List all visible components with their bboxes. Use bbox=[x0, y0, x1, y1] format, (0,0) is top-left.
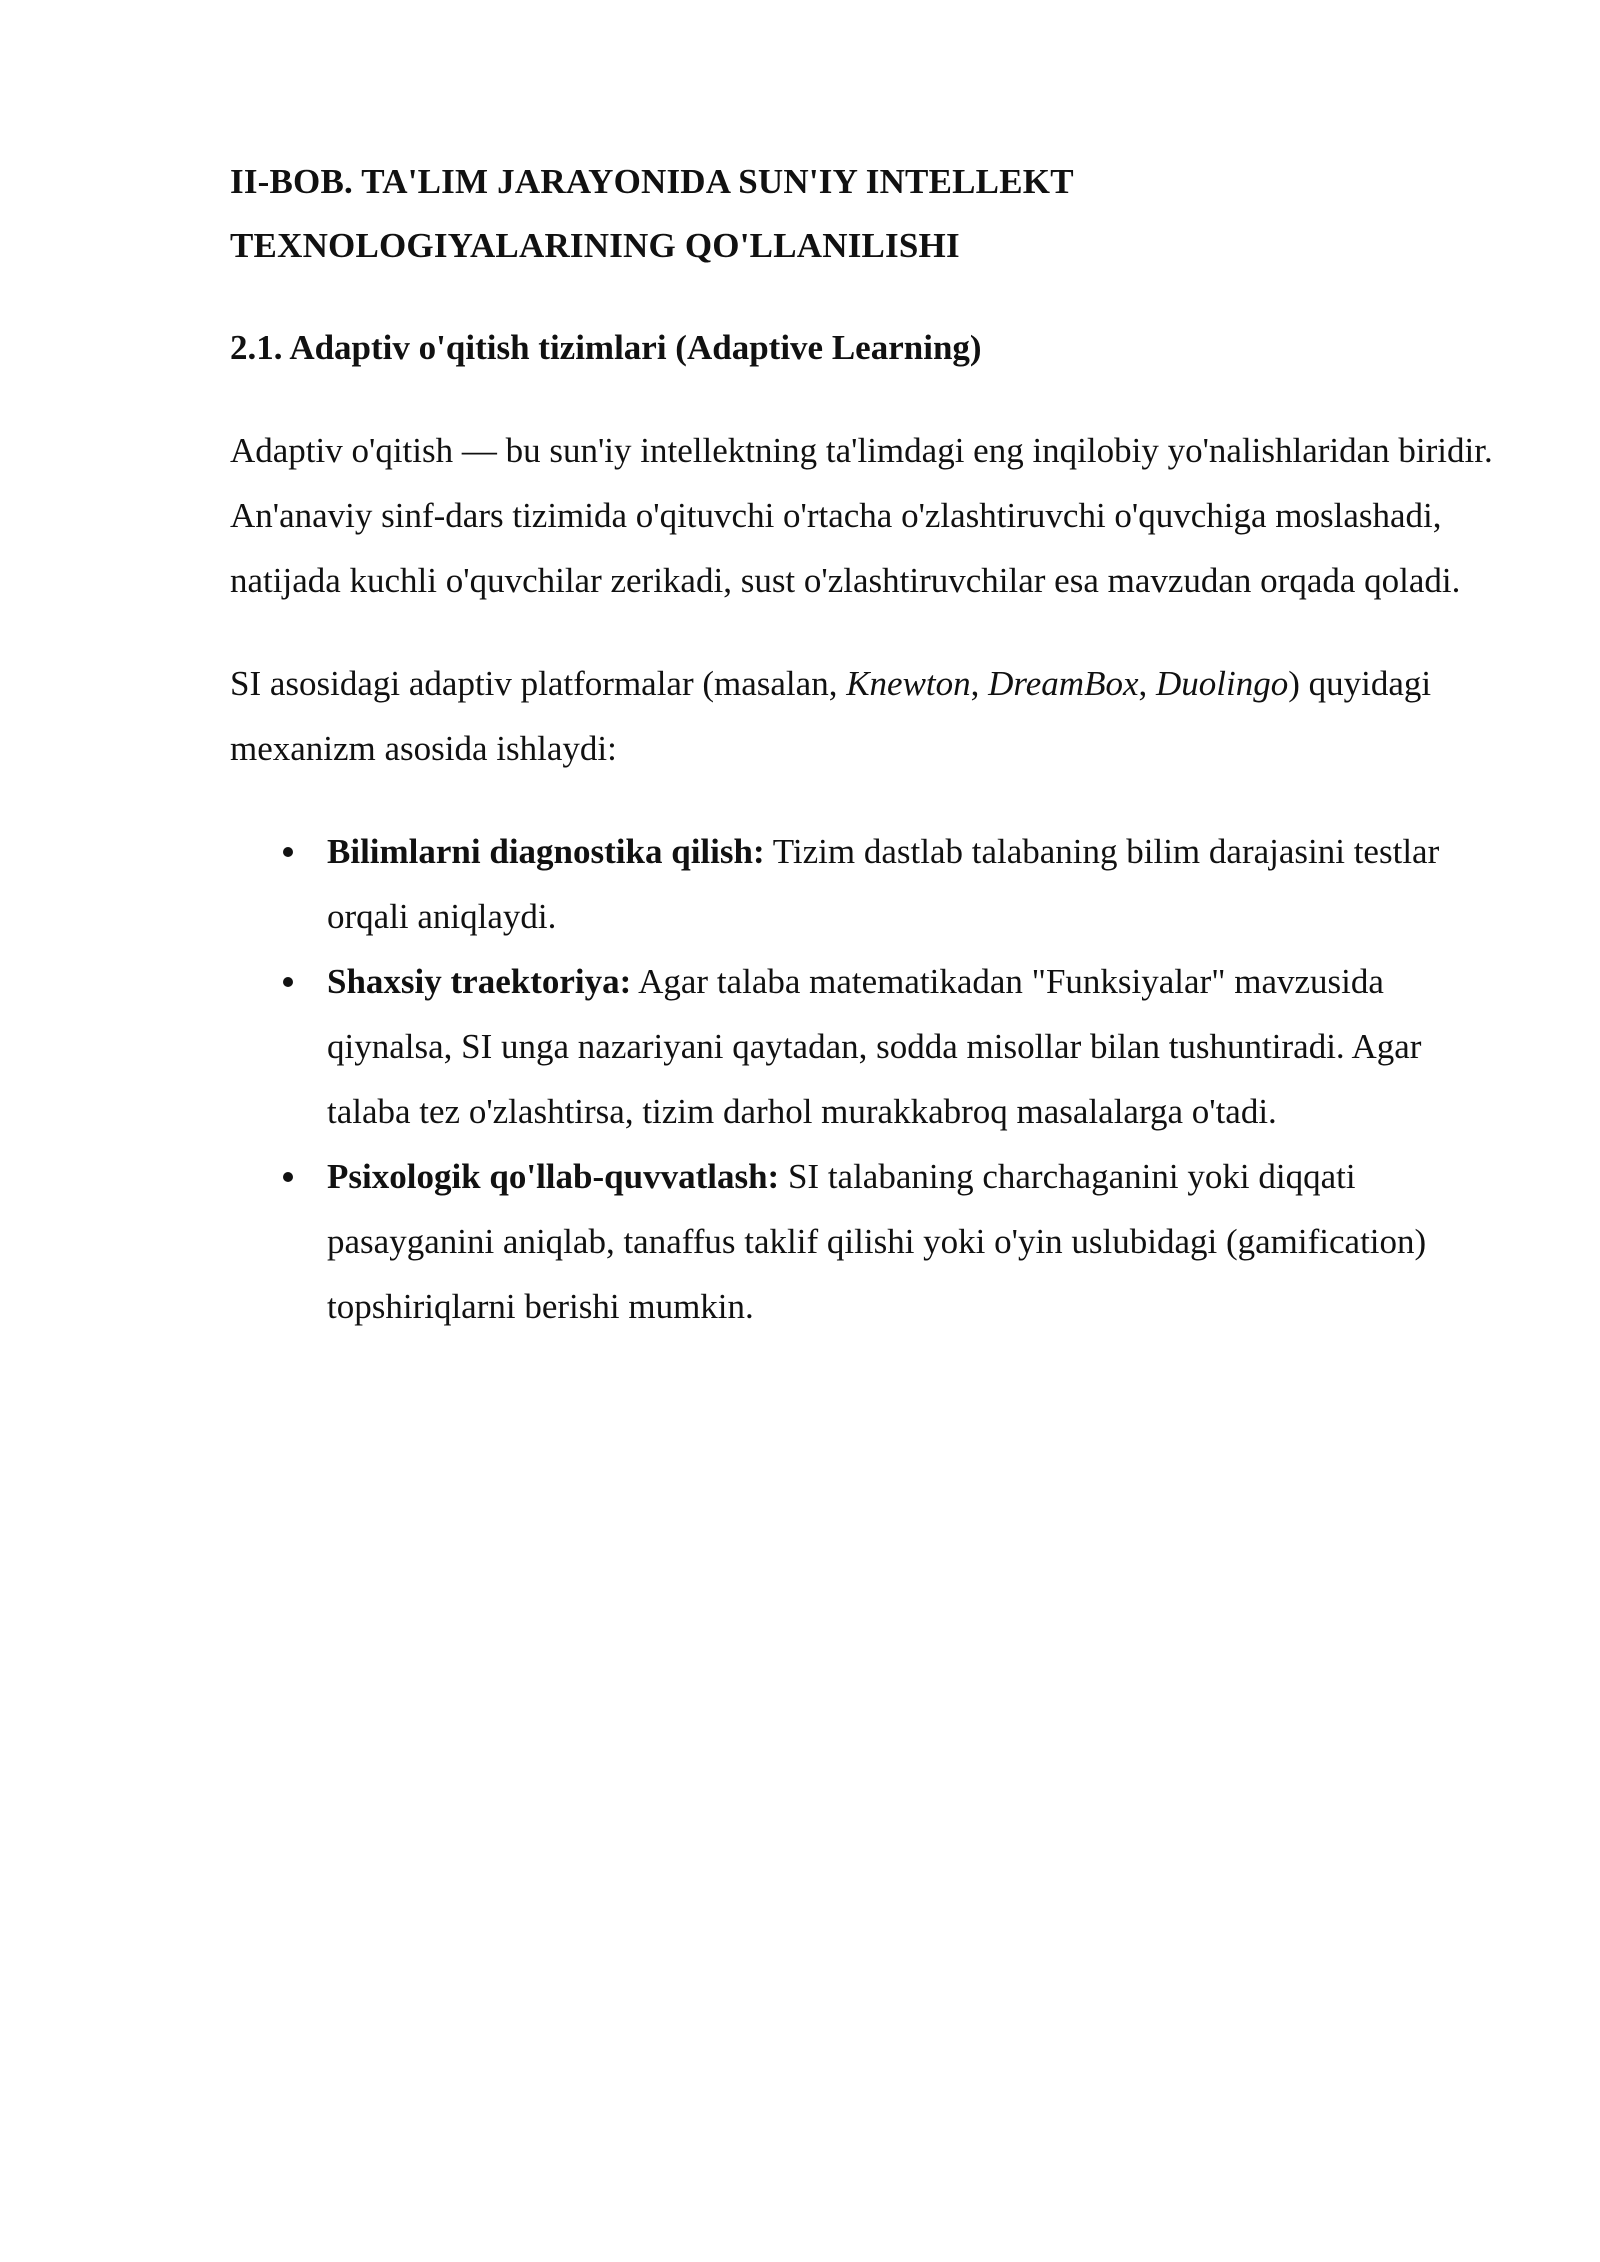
chapter-title-line2: TEXNOLOGIYALARINING QO'LLANILISHI bbox=[230, 226, 960, 265]
platform-dreambox: DreamBox bbox=[988, 664, 1139, 703]
bullet-icon bbox=[283, 1172, 293, 1182]
chapter-title bbox=[230, 150, 1500, 278]
bullet-icon bbox=[283, 977, 293, 987]
list-item-term: Bilimlarni diagnostika qilish: bbox=[327, 832, 765, 871]
platform-duolingo: Duolingo bbox=[1155, 664, 1289, 703]
list-item-psychological-support bbox=[230, 1144, 1500, 1339]
list-item-text: Agar talaba matematikadan "Funksiyalar" mavzusida qiynalsa, SI unga nazariyani qaytadan, sodda misollar bilan tushuntiradi. Agar talaba tez o'zlashtirsa, tizim darhol murakkabroq masalalarga o'tadi. bbox=[327, 962, 1422, 1131]
list-item-text: SI talabaning charchaganini yoki diqqati pasayganini aniqlab, tanaffus taklif qilishi yoki o'yin uslubidagi (gamification) topshiriqlarni berishi mumkin. bbox=[327, 1157, 1427, 1326]
list-item-trajectory bbox=[230, 949, 1500, 1144]
mechanism-list bbox=[230, 819, 1500, 1339]
list-item-term: Psixologik qo'llab-quvvatlash: bbox=[327, 1157, 780, 1196]
list-item-diagnostics bbox=[230, 819, 1500, 949]
section-title: 2.1. Adaptiv o'qitish tizimlari (Adaptive Learning) bbox=[230, 328, 982, 367]
bullet-icon bbox=[283, 847, 293, 857]
paragraph-platforms-prefix: SI asosidagi adaptiv platformalar (masalan, bbox=[230, 664, 847, 703]
list-item-text: Tizim dastlab talabaning bilim darajasini testlar orqali aniqlaydi. bbox=[327, 832, 1440, 936]
separator: , bbox=[970, 664, 989, 703]
paragraph-platforms-suffix: ) quyidagi mexanizm asosida ishlaydi: bbox=[230, 664, 1432, 768]
separator: , bbox=[1138, 664, 1156, 703]
platform-knewton: Knewton bbox=[846, 664, 971, 703]
chapter-title-line1: II-BOB. TA'LIM JARAYONIDA SUN'IY INTELLEKT bbox=[230, 162, 1074, 201]
paragraph-platforms bbox=[230, 651, 1500, 781]
paragraph-intro: Adaptiv o'qitish — bu sun'iy intellektning ta'limdagi eng inqilobiy yo'nalishlaridan biridir. An'anaviy sinf-dars tizimida o'qituvchi o'rtacha o'zlashtiruvchi o'quvchiga moslashadi, natijada kuchli o'quvchilar zerikadi, sust o'zlashtiruvchilar esa mavzudan orqada qoladi. bbox=[230, 431, 1493, 600]
document-page bbox=[230, 150, 1500, 1339]
list-item-term: Shaxsiy traektoriya: bbox=[327, 962, 632, 1001]
